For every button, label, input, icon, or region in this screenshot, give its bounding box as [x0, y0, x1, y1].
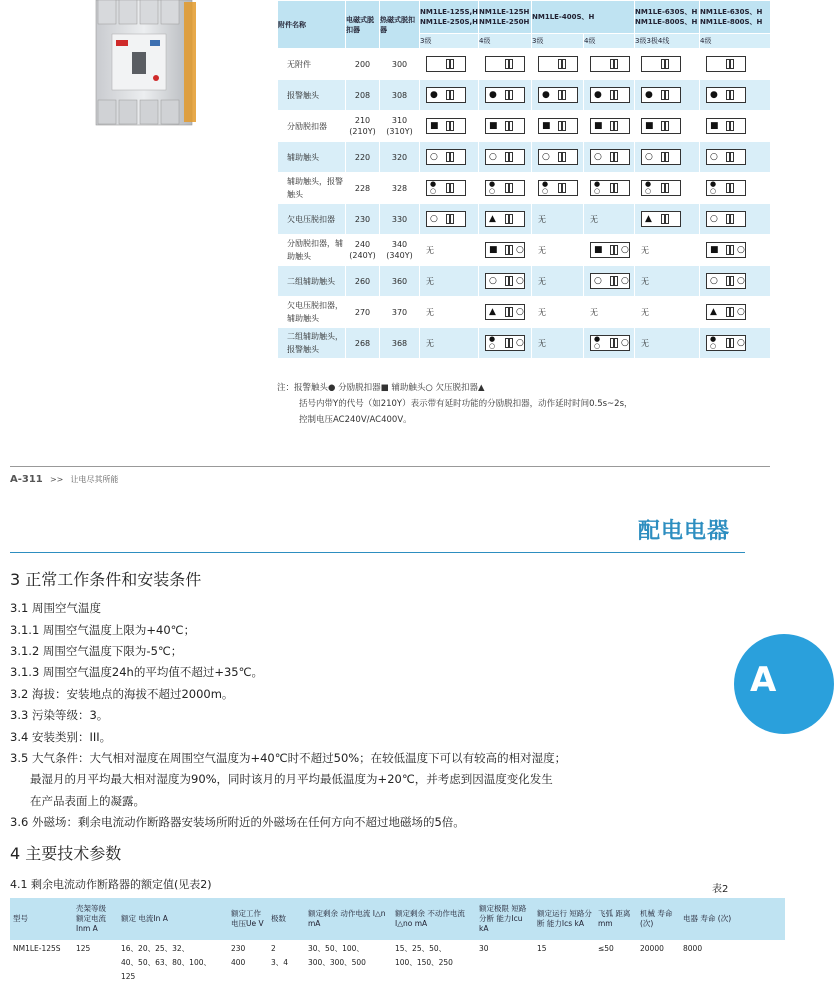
- accessory-symbol: [479, 297, 532, 328]
- accessory-row: [278, 49, 771, 80]
- wiring-diagram-icon: ○: [641, 149, 681, 165]
- accessory-symbol: 无: [532, 297, 584, 328]
- text-line: 3.1.2 周围空气温度下限为-5℃；: [10, 644, 183, 658]
- breaker-product-photo: [90, 0, 200, 135]
- em-code: 228: [346, 173, 380, 204]
- table-label: 表2: [712, 884, 729, 895]
- header-pole: 3级: [420, 34, 479, 49]
- accessory-symbol: [635, 80, 700, 111]
- accessory-symbol: [584, 173, 635, 204]
- accessory-symbol: [479, 49, 532, 80]
- ratings-cell: [595, 940, 637, 986]
- ratings-cell-line: 300、300、500: [308, 958, 366, 967]
- wiring-diagram-icon: ●: [426, 87, 466, 103]
- table-notes: [277, 380, 633, 428]
- accessory-symbol: [635, 49, 700, 80]
- ratings-cell-line: 230: [231, 944, 246, 953]
- header-thermomagnetic: 热磁式脱扣器: [380, 1, 420, 49]
- ratings-header: 飞弧 距离 mm: [595, 898, 637, 940]
- wiring-diagram-icon: ●: [641, 87, 681, 103]
- ratings-cell-line: NM1LE-125S: [13, 944, 61, 953]
- accessory-symbol: [700, 49, 771, 80]
- wiring-diagram-icon: ● ○ ○: [706, 335, 746, 351]
- ratings-cell: [268, 940, 305, 986]
- accessory-row: [278, 204, 771, 235]
- accessory-name: 报警触头: [278, 80, 346, 111]
- page-number-tag: [10, 474, 119, 485]
- accessory-name: 二组辅助触头: [278, 266, 346, 297]
- wiring-diagram-icon: [590, 56, 630, 72]
- wiring-diagram-icon: [426, 56, 466, 72]
- accessory-symbol: [584, 142, 635, 173]
- accessory-symbol: [420, 204, 479, 235]
- wiring-diagram-icon: ■: [641, 118, 681, 134]
- accessory-symbol: [479, 235, 532, 266]
- accessory-symbol: [584, 49, 635, 80]
- accessory-name: 辅助触头: [278, 142, 346, 173]
- wiring-diagram-icon: ■: [485, 118, 525, 134]
- accessory-symbol: [700, 235, 771, 266]
- accessory-name: 无附件: [278, 49, 346, 80]
- ratings-header: 额定剩余 动作电流 I△n mA: [305, 898, 392, 940]
- ratings-cell-line: 100、150、250: [395, 958, 453, 967]
- accessory-name: 欠电压脱扣器，辅助触头: [278, 297, 346, 328]
- th-code: 300: [380, 49, 420, 80]
- accessory-symbol: 无: [420, 266, 479, 297]
- ratings-cell: [476, 940, 534, 986]
- wiring-diagram-icon: ○: [426, 211, 466, 227]
- ratings-header: 极数: [268, 898, 305, 940]
- wiring-diagram-icon: ○: [590, 149, 630, 165]
- header-pole: 4级: [700, 34, 771, 49]
- accessory-symbol: 无: [420, 235, 479, 266]
- wiring-diagram-icon: ○ ○: [485, 273, 525, 289]
- accessory-symbol: [532, 49, 584, 80]
- ratings-cell-line: ≤50: [598, 944, 614, 953]
- em-code: 208: [346, 80, 380, 111]
- accessory-symbol: [420, 80, 479, 111]
- accessory-symbol: [584, 266, 635, 297]
- accessory-symbol: 无: [532, 235, 584, 266]
- em-code: 240 (240Y): [346, 235, 380, 266]
- accessory-row: [278, 173, 771, 204]
- accessory-symbol: 无: [532, 328, 584, 359]
- text-line: 3.5 大气条件：大气相对湿度在周围空气温度为+40℃时不超过50%；在较低温度下可以有较高的相对湿度；: [10, 751, 567, 765]
- accessory-symbol: 无: [635, 266, 700, 297]
- ratings-cell-line: 15: [537, 944, 547, 953]
- ratings-cell: [305, 940, 392, 986]
- wiring-diagram-icon: ■: [706, 118, 746, 134]
- ratings-cell: [534, 940, 595, 986]
- accessory-symbol: 无: [532, 266, 584, 297]
- em-code: 230: [346, 204, 380, 235]
- ratings-cell: [73, 940, 118, 986]
- th-code: 368: [380, 328, 420, 359]
- page-divider: [10, 466, 770, 467]
- ratings-header: 额定剩余 不动作电流 I△no mA: [392, 898, 476, 940]
- wiring-diagram-icon: [706, 56, 746, 72]
- accessory-name: 欠电压脱扣器: [278, 204, 346, 235]
- wiring-diagram-icon: [485, 56, 525, 72]
- wiring-diagram-icon: ●: [590, 87, 630, 103]
- accessory-symbol: [479, 111, 532, 142]
- header-accessory-name: 附件名称: [278, 1, 346, 49]
- ratings-cell-line: 15、25、50、: [395, 944, 447, 953]
- ratings-header: 额定极限 短路分断 能力Icu kA: [476, 898, 534, 940]
- em-code: 210 (210Y): [346, 111, 380, 142]
- note-delay: 括号内带Y的代号（如210Y）表示带有延时功能的分励脱扣器，动作延时时间0.5s~2s，: [299, 399, 633, 409]
- accessory-symbol: 无: [635, 297, 700, 328]
- wiring-diagram-icon: ○: [706, 149, 746, 165]
- wiring-diagram-icon: ■ ○: [590, 242, 630, 258]
- section-title: 配电电器: [637, 519, 730, 544]
- accessory-symbol: 无: [584, 297, 635, 328]
- ratings-cell: [118, 940, 228, 986]
- header-pole: 3级3极4线: [635, 34, 700, 49]
- wiring-diagram-icon: [641, 56, 681, 72]
- ratings-cell-line: 30、50、100、: [308, 944, 364, 953]
- text-line: 在产品表面上的凝露。: [30, 794, 145, 808]
- ratings-cell-line: 8000: [683, 944, 703, 953]
- accessory-symbol: [635, 173, 700, 204]
- text-line: 3.4 安装类别：III。: [10, 730, 112, 744]
- ratings-header: 额定运行 短路分断 能力Ics kA: [534, 898, 595, 940]
- th-code: 310 (310Y): [380, 111, 420, 142]
- header-pole: 4级: [584, 34, 635, 49]
- accessory-symbol: [479, 266, 532, 297]
- ratings-cell-line: 400: [231, 958, 246, 967]
- accessory-symbol: [700, 173, 771, 204]
- em-code: 260: [346, 266, 380, 297]
- ratings-cell-line: 125: [76, 944, 91, 953]
- wiring-diagram-icon: ● ○: [426, 180, 466, 196]
- accessory-symbol: 无: [420, 328, 479, 359]
- accessory-symbol: 无: [635, 235, 700, 266]
- accessory-name: 分励脱扣器，辅助触头: [278, 235, 346, 266]
- wiring-diagram-icon: ● ○: [706, 180, 746, 196]
- ratings-cell: [228, 940, 268, 986]
- ratings-cell-line: 2: [271, 944, 276, 953]
- wiring-diagram-icon: ■: [538, 118, 578, 134]
- subheading-4-1: 4.1 剩余电流动作断路器的额定值(见表2): [10, 878, 212, 891]
- accessory-row: [278, 328, 771, 359]
- header-model-group: NM1LE-630S、H NM1LE-800S、H: [700, 1, 771, 34]
- ratings-cell-line: 16、20、25、32、: [121, 944, 190, 953]
- wiring-diagram-icon: ■: [426, 118, 466, 134]
- ratings-header: 机械 寿命 (次): [637, 898, 680, 940]
- accessory-symbol: [532, 173, 584, 204]
- wiring-diagram-icon: ▲: [641, 211, 681, 227]
- wiring-diagram-icon: ●: [538, 87, 578, 103]
- accessory-symbol: [700, 111, 771, 142]
- accessory-name: 辅助触头，报警触头: [278, 173, 346, 204]
- accessory-row: [278, 80, 771, 111]
- page-arrows: >>: [49, 475, 64, 484]
- page-number: A-311: [10, 474, 43, 485]
- accessory-symbol: 无: [532, 204, 584, 235]
- ratings-cell-line: 40、50、63、80、100、125: [121, 958, 211, 981]
- accessory-row: [278, 142, 771, 173]
- accessory-symbol: [700, 266, 771, 297]
- accessory-symbol: [584, 328, 635, 359]
- accessory-symbol: [479, 80, 532, 111]
- accessory-symbol: [532, 142, 584, 173]
- accessory-symbol: [532, 80, 584, 111]
- accessory-row: [278, 266, 771, 297]
- accessory-name: 分励脱扣器: [278, 111, 346, 142]
- accessory-symbol: [700, 328, 771, 359]
- accessory-symbol: [584, 80, 635, 111]
- note-voltage: 控制电压AC240V/AC400V。: [299, 415, 412, 425]
- th-code: 330: [380, 204, 420, 235]
- ratings-cell-line: 30: [479, 944, 489, 953]
- th-code: 360: [380, 266, 420, 297]
- th-code: 370: [380, 297, 420, 328]
- accessory-symbol: [700, 142, 771, 173]
- em-code: 268: [346, 328, 380, 359]
- text-line: 最湿月的月平均最大相对湿度为90%，同时该月的月平均最低温度为+20℃，并考虑到因温度变化发生: [30, 772, 553, 786]
- ratings-cell: [637, 940, 680, 986]
- accessory-symbol: [635, 204, 700, 235]
- accessory-symbol: [479, 173, 532, 204]
- wiring-diagram-icon: ● ○ ○: [590, 335, 630, 351]
- accessory-code-table: [277, 0, 771, 359]
- accessory-symbol: 无: [420, 297, 479, 328]
- accessory-symbol: [635, 142, 700, 173]
- brand-slogan: 让电尽其所能: [70, 475, 119, 484]
- accessory-symbol: [635, 111, 700, 142]
- accessory-row: [278, 235, 771, 266]
- text-line: 3.1.1 周围空气温度上限为+40℃；: [10, 623, 196, 637]
- accessory-symbol: 无: [584, 204, 635, 235]
- accessory-symbol: [479, 204, 532, 235]
- header-electromagnetic: 电磁式脱扣器: [346, 1, 380, 49]
- heading-section-3: 3 正常工作条件和安装条件: [10, 570, 202, 589]
- wiring-diagram-icon: ○: [426, 149, 466, 165]
- ratings-header: 电器 寿命 (次): [680, 898, 785, 940]
- ratings-cell: [392, 940, 476, 986]
- wiring-diagram-icon: ●: [706, 87, 746, 103]
- accessory-symbol: [420, 49, 479, 80]
- accessory-symbol: [420, 111, 479, 142]
- accessory-name: 二组辅助触头，报警触头: [278, 328, 346, 359]
- wiring-diagram-icon: ■: [590, 118, 630, 134]
- th-code: 328: [380, 173, 420, 204]
- th-code: 320: [380, 142, 420, 173]
- accessory-symbol: [420, 173, 479, 204]
- wiring-diagram-icon: ● ○: [485, 180, 525, 196]
- accessory-symbol: [584, 235, 635, 266]
- wiring-diagram-icon: [538, 56, 578, 72]
- wiring-diagram-icon: ▲: [485, 211, 525, 227]
- heading-section-4: 4 主要技术参数: [10, 844, 122, 863]
- header-model-group: NM1LE-125S,H NM1LE-250S,H: [420, 1, 479, 34]
- em-code: 270: [346, 297, 380, 328]
- th-code: 308: [380, 80, 420, 111]
- section-badge: [734, 634, 834, 734]
- ratings-header: 额定 电流In A: [118, 898, 228, 940]
- accessory-row: [278, 111, 771, 142]
- wiring-diagram-icon: ○: [485, 149, 525, 165]
- em-code: 200: [346, 49, 380, 80]
- text-line: 3.1.3 周围空气温度24h的平均值不超过+35℃。: [10, 665, 264, 679]
- text-line: 3.6 外磁场：剩余电流动作断路器安装场所附近的外磁场在任何方向不超过地磁场的5倍。: [10, 815, 465, 829]
- header-pole: 4级: [479, 34, 532, 49]
- accessory-symbol: [479, 328, 532, 359]
- badge-letter: A: [750, 660, 777, 700]
- wiring-diagram-icon: ▲ ○: [485, 304, 525, 320]
- accessory-symbol: [532, 111, 584, 142]
- wiring-diagram-icon: ○ ○: [590, 273, 630, 289]
- text-line: 3.2 海拔：安装地点的海拔不超过2000m。: [10, 687, 234, 701]
- wiring-diagram-icon: ● ○: [641, 180, 681, 196]
- ratings-table: [10, 898, 785, 986]
- wiring-diagram-icon: ○ ○: [706, 273, 746, 289]
- header-model-group: NM1LE-630S、H NM1LE-800S、H: [635, 1, 700, 34]
- accessory-symbol: [479, 142, 532, 173]
- accessory-symbol: [420, 142, 479, 173]
- text-line: 3.1 周围空气温度: [10, 601, 101, 615]
- ratings-header: 壳架等级 额定电流 Inm A: [73, 898, 118, 940]
- note-legend: 注：报警触头● 分励脱扣器■ 辅助触头○ 欠压脱扣器▲: [277, 383, 485, 393]
- th-code: 340 (340Y): [380, 235, 420, 266]
- wiring-diagram-icon: ○: [706, 211, 746, 227]
- section-divider: [10, 552, 745, 553]
- header-model-group: NM1LE-125H NM1LE-250H: [479, 1, 532, 34]
- accessory-symbol: [700, 80, 771, 111]
- accessory-symbol: [700, 297, 771, 328]
- wiring-diagram-icon: ● ○: [590, 180, 630, 196]
- wiring-diagram-icon: ○: [538, 149, 578, 165]
- ratings-header: 额定工作 电压Ue V: [228, 898, 268, 940]
- em-code: 220: [346, 142, 380, 173]
- ratings-cell: [680, 940, 785, 986]
- ratings-header: 型号: [10, 898, 73, 940]
- wiring-diagram-icon: ■ ○: [485, 242, 525, 258]
- accessory-symbol: [584, 111, 635, 142]
- ratings-cell-line: 3、4: [271, 958, 289, 967]
- accessory-symbol: 无: [635, 328, 700, 359]
- accessory-row: [278, 297, 771, 328]
- wiring-diagram-icon: ●: [485, 87, 525, 103]
- wiring-diagram-icon: ▲ ○: [706, 304, 746, 320]
- text-line: 3.3 污染等级：3。: [10, 708, 109, 722]
- header-pole: 3级: [532, 34, 584, 49]
- wiring-diagram-icon: ● ○: [538, 180, 578, 196]
- wiring-diagram-icon: ● ○ ○: [485, 335, 525, 351]
- ratings-cell: [10, 940, 73, 986]
- accessory-symbol: [700, 204, 771, 235]
- wiring-diagram-icon: ■ ○: [706, 242, 746, 258]
- header-model-group: NM1LE-400S、H: [532, 1, 635, 34]
- ratings-cell-line: 20000: [640, 944, 664, 953]
